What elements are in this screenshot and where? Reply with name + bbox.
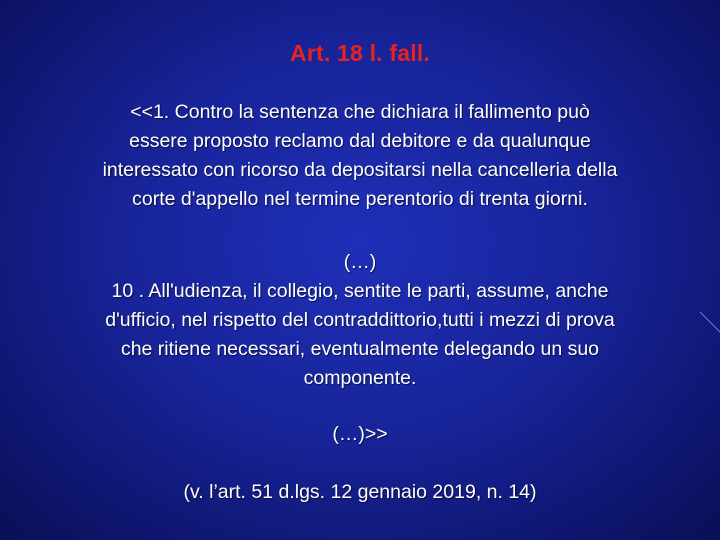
paragraph-10-line: 10 . All'udienza, il collegio, sentite le parti, assume, anche xyxy=(111,280,609,302)
paragraph-10-line: componente. xyxy=(303,367,417,389)
article-paragraph-10 xyxy=(30,248,690,393)
paragraph-1-line: interessato con ricorso da depositarsi nella cancelleria della xyxy=(102,159,618,181)
paragraph-1-line: <<1. Contro la sentenza che dichiara il fallimento può xyxy=(130,101,590,123)
paragraph-10-line: d'ufficio, nel rispetto del contraddittorio,tutti i mezzi di prova xyxy=(105,309,615,331)
paragraph-10-line: che ritiene necessari, eventualmente delegando un suo xyxy=(120,338,600,360)
paragraph-10-line: (…) xyxy=(343,251,377,273)
closing-ellipsis: (…)>> xyxy=(332,423,388,445)
article-paragraph-1 xyxy=(30,98,690,214)
slide-title: Art. 18 l. fall. xyxy=(290,40,430,66)
legal-reference: (v. l’art. 51 d.lgs. 12 gennaio 2019, n. 14) xyxy=(183,481,537,503)
paragraph-1-line: corte d'appello nel termine perentorio di trenta giorni. xyxy=(132,188,588,210)
paragraph-1-line: essere proposto reclamo dal debitore e da qualunque xyxy=(129,130,591,152)
